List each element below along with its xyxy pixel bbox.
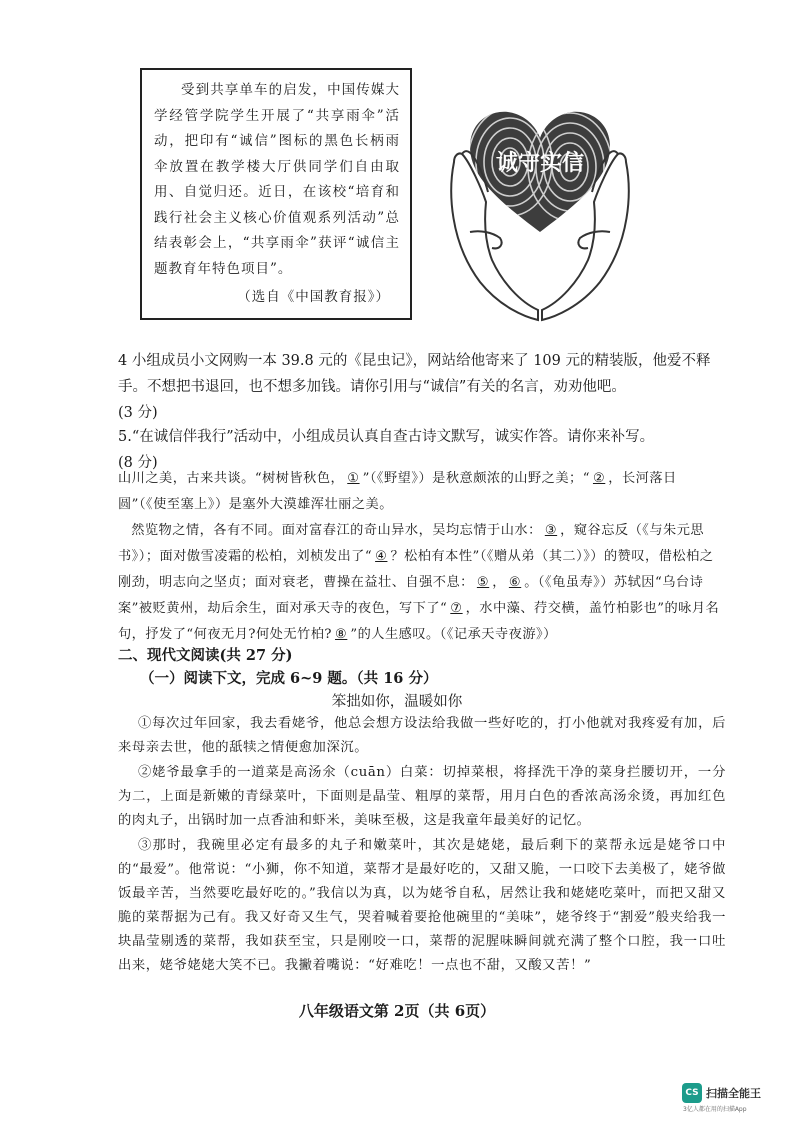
poem-text: 山川之美，古来共谈。“树树皆秋色， xyxy=(118,471,345,486)
blank-8[interactable]: ⑧ xyxy=(335,627,348,642)
poem-recitation-task xyxy=(118,466,723,648)
blank-2[interactable]: ② xyxy=(592,471,606,486)
story-paragraph: ②姥爷最拿手的一道菜是高汤氽（cuān）白菜：切掉菜根，将择洗干净的菜身拦腰切开，一分为二，上面是新嫩的青绿菜叶，下面则是晶莹、粗厚的菜帮，用月白色的香浓高汤氽烫，再加红色的肉丸子，出锅时加一点香油和虾米，美味至极，这是我童年最美好的记忆。 xyxy=(118,765,726,828)
scanner-watermark xyxy=(682,1083,761,1103)
poem-text: 。（《龟虽寿》）苏轼因“乌台诗案”被贬黄州，劫后余生，面对承天寺的夜色，写下了“ xyxy=(118,575,704,616)
blank-6[interactable]: ⑥ xyxy=(508,575,522,590)
section-2-title: 二、现代文阅读(共 27 分) xyxy=(118,647,293,664)
news-source: （选自《中国教育报》） xyxy=(237,289,390,305)
camscanner-logo-icon: CS xyxy=(682,1083,702,1103)
story-title: 笨拙如你，温暖如你 xyxy=(331,694,463,710)
question-4-text: 4 小组成员小文网购一本 39.8 元的《昆虫记》，网站给他寄来了 109 元的精装版，他爱不释手。不想把书退回，也不想多加钱。请你引用与“诚信”有关的名言，劝劝他吧。 xyxy=(118,353,711,395)
blank-4[interactable]: ④ xyxy=(375,549,388,564)
poem-paragraph-1 xyxy=(118,466,723,518)
question-4-score: (3 分) xyxy=(118,405,158,421)
poem-text: ，水中藻、荇交横，盖竹柏影也”的咏月名句，抒发了“何夜无月?何处无竹柏? xyxy=(118,601,720,642)
story-body xyxy=(118,712,726,979)
question-5-score: (8 分) xyxy=(118,455,158,471)
poem-text: ，窥谷忘反（《与朱元思书》）；面对傲雪凌霜的松柏，刘桢发出了“ xyxy=(118,523,705,564)
question-4 xyxy=(118,348,723,426)
story-paragraph: ①每次过年回家，我去看姥爷，他总会想方设法给我做一些好吃的，打小他就对我疼爱有加，后来母亲去世，他的舐犊之情便愈加深沉。 xyxy=(118,716,726,755)
poem-text: ”的人生感叹。（《记承天寺夜游》） xyxy=(350,627,557,642)
poem-text: ？松柏有本性”（《赠从弟（其二）》）的赞叹，借松柏之刚劲，明志向之坚贞；面对衰老，曹操在益壮、自强不息： xyxy=(118,549,714,590)
fingerprint-heart-hands-icon xyxy=(440,82,640,330)
poem-text: ， xyxy=(492,575,506,590)
blank-1[interactable]: ① xyxy=(347,471,360,486)
subsection-1-title: （一）阅读下文，完成 6~9 题。（共 16 分） xyxy=(140,670,438,687)
blank-7[interactable]: ⑦ xyxy=(450,601,463,616)
blank-3[interactable]: ③ xyxy=(544,523,558,538)
poem-paragraph-2 xyxy=(118,518,723,648)
news-paragraph: 受到共享单车的启发，中国传媒大学经管学院学生开展了“共享雨伞”活动，把印有“诚信”图标的黑色长柄雨伞放置在教学楼大厅供同学们自由取用、自觉归还。近日，在该校“培育和践行社会主义核心价值观系列活动”总结表彰会上，“共享雨伞”获评“诚信主题教育年特色项目”。 xyxy=(154,82,400,277)
story-paragraph: ③那时，我碗里必定有最多的丸子和嫩菜叶，其次是姥姥，最后剩下的菜帮永远是姥爷口中的“最爱”。他常说：“小狮，你不知道，菜帮才是最好吃的，又甜又脆，一口咬下去美极了，姥爷做饭最辛苦，当然要吃最好吃的。”我信以为真，以为姥爷自私，居然让我和姥姥吃菜叶，而把又甜又脆的菜帮据为己有。我又好奇又生气，哭着喊着要抢他碗里的“美味”，姥爷终于“割爱”般夹给我一块晶莹剔透的菜帮，我如获至宝，只是刚咬一口，菜帮的泥腥味瞬间就充满了整个口腔，我一口吐出来，姥爷姥姥大笑不已。我撇着嘴说：“好难吃！一点也不甜，又酸又苦！” xyxy=(118,838,726,973)
poem-text: ”（《野望》）是秋意颇浓的山野之美；“ xyxy=(362,471,590,486)
news-excerpt-box xyxy=(140,68,412,320)
page-footer: 八年级语文第 2页（共 6页） xyxy=(298,1002,496,1020)
poem-text: 然览物之情，各有不同。面对富春江的奇山异水，吴均忘情于山水： xyxy=(131,523,542,538)
blank-5[interactable]: ⑤ xyxy=(476,575,490,590)
heart-text: 诚守实信 xyxy=(495,150,585,176)
watermark-app-name: 扫描全能王 xyxy=(706,1087,761,1100)
question-5-text: 5.“在诚信伴我行”活动中，小组成员认真自查古诗文默写，诚实作答。请你来补写。 xyxy=(118,429,655,445)
poem-text: ，长河落日圆”（《使至塞上》）是塞外大漠雄浑壮丽之美。 xyxy=(118,471,677,512)
watermark-tagline: 3亿人都在用的扫描App xyxy=(683,1106,747,1113)
